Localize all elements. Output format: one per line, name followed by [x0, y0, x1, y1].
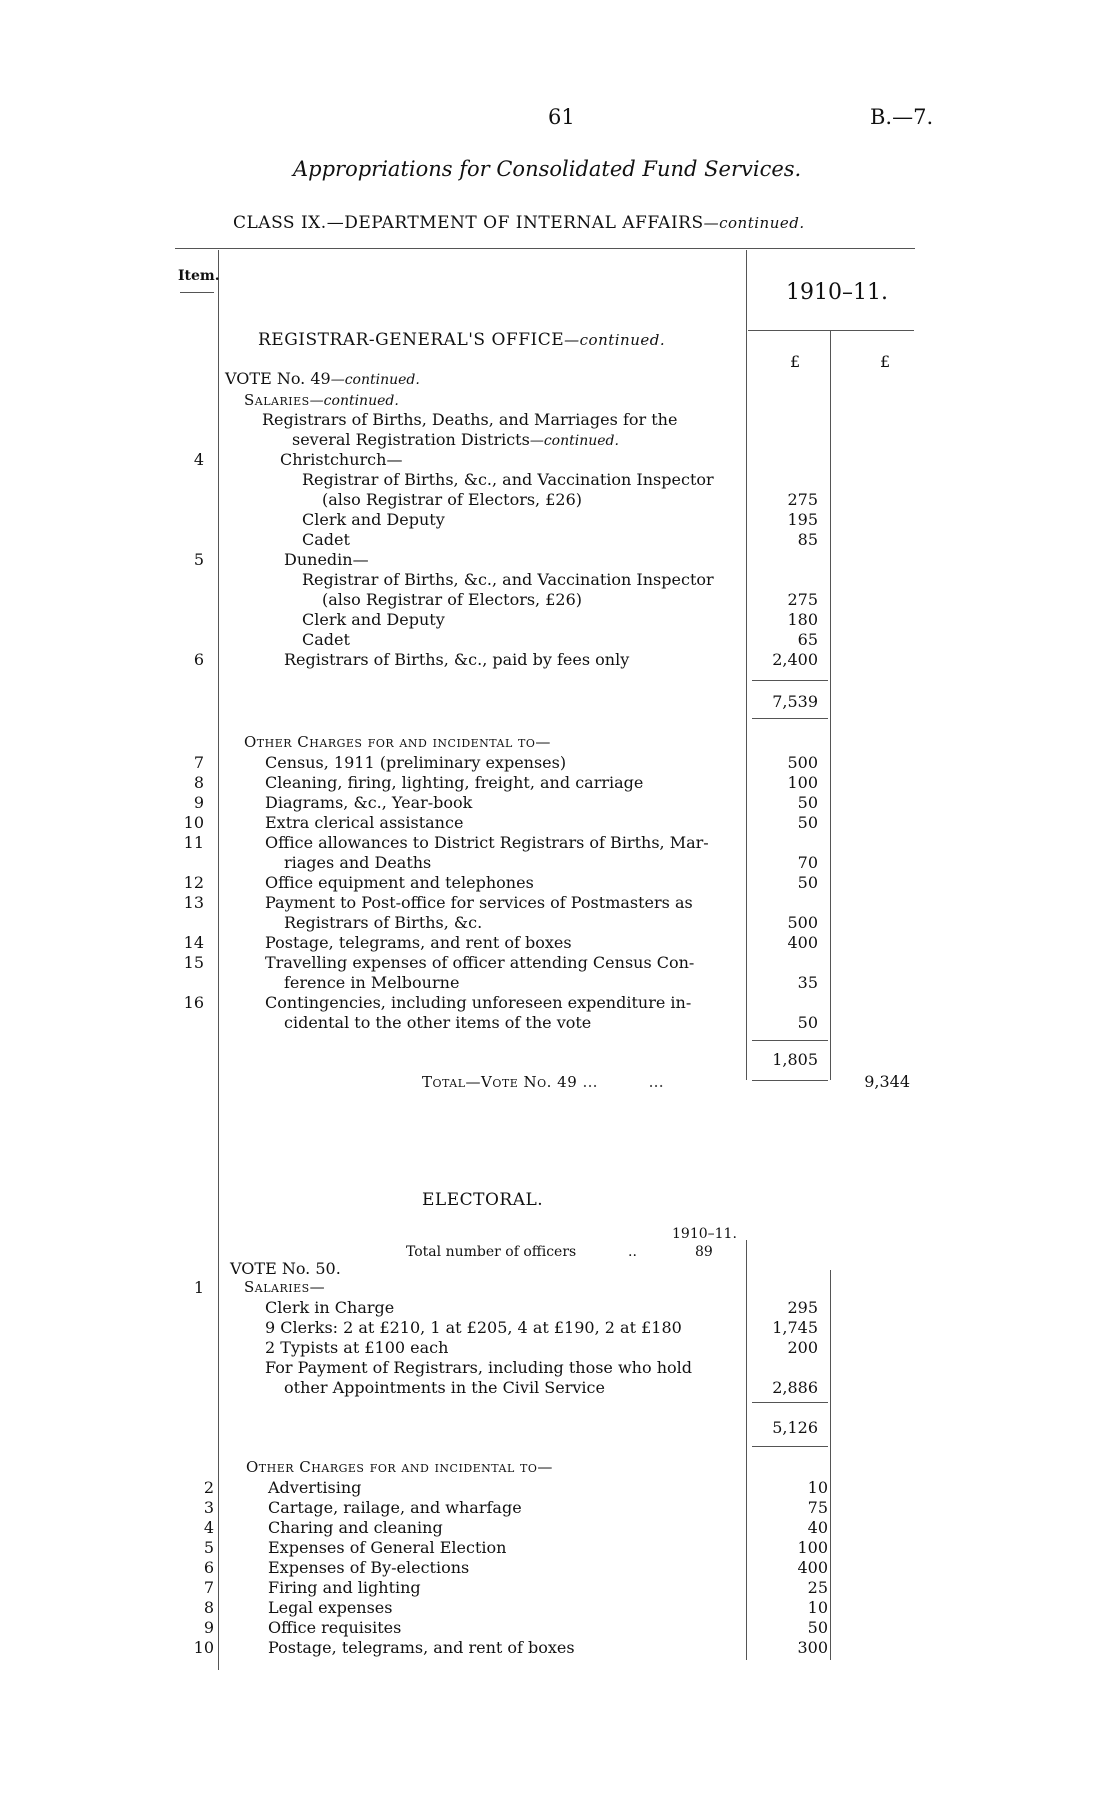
electoral-salaries-heading: Salaries—	[244, 1278, 326, 1296]
charge-amount: 70	[797, 853, 818, 872]
salary-description: 9 Clerks: 2 at £210, 1 at £205, 4 at £190, 2 at £180	[265, 1318, 682, 1337]
registrars-line-2	[292, 430, 619, 449]
charge-description: Payment to Post-office for services of Postmasters as	[265, 893, 693, 912]
item-number: 5	[193, 550, 204, 569]
fees-only-amount: 2,400	[772, 650, 818, 669]
salary-amount: 200	[787, 1338, 818, 1357]
charge-description: Postage, telegrams, and rent of boxes	[268, 1638, 575, 1657]
other-charges-heading: Other Charges for and incidental to—	[244, 733, 551, 751]
salary-description: 2 Typists at £100 each	[265, 1338, 449, 1357]
dun-registrar-line-2: (also Registrar of Electors, £26)	[322, 590, 583, 609]
charge-description: Expenses of General Election	[268, 1538, 507, 1557]
total-column-rule-lower	[830, 1270, 831, 1660]
item-number: 13	[183, 893, 204, 912]
leader-dots: ..	[628, 1244, 637, 1260]
salary-description: Clerk in Charge	[265, 1298, 395, 1317]
dun-registrar-line-1: Registrar of Births, &c., and Vaccination Inspector	[302, 570, 714, 589]
item-number: 12	[183, 873, 204, 892]
charge-description: Expenses of By-elections	[268, 1558, 470, 1577]
vote-50-heading: VOTE No. 50.	[230, 1259, 341, 1278]
salaries-total-underline	[752, 718, 828, 719]
charge-description: Firing and lighting	[268, 1578, 421, 1597]
charge-amount: 50	[797, 813, 818, 832]
salaries-label: Salaries	[244, 391, 310, 409]
item-number: 7	[203, 1578, 214, 1597]
year-header-rule	[748, 330, 914, 331]
item-number: 4	[193, 450, 204, 469]
class-heading-text: CLASS IX.—DEPARTMENT OF INTERNAL AFFAIRS	[233, 213, 704, 233]
charge-description: Office equipment and telephones	[265, 873, 534, 892]
electoral-other-charges-heading: Other Charges for and incidental to—	[246, 1458, 553, 1476]
charge-description-cont: ference in Melbourne	[284, 973, 460, 992]
item-number: 10	[183, 813, 204, 832]
charge-description: Postage, telegrams, and rent of boxes	[265, 933, 572, 952]
item-number: 14	[183, 933, 204, 952]
item-number: 2	[203, 1478, 214, 1497]
charge-description-cont: riages and Deaths	[284, 853, 432, 872]
chch-clerk: Clerk and Deputy	[302, 510, 445, 529]
electoral-heading: ELECTORAL.	[422, 1190, 544, 1210]
salary-amount: 2,886	[772, 1378, 818, 1397]
vote-49-total-label: Total—Vote No. 49 ... ...	[422, 1072, 664, 1091]
item-number: 5	[203, 1538, 214, 1557]
charge-description: Cartage, railage, and wharfage	[268, 1498, 522, 1517]
page-title: Appropriations for Consolidated Fund Services.	[293, 157, 802, 181]
dun-cadet-amount: 65	[797, 630, 818, 649]
charge-description: Contingencies, including unforeseen expenditure in-	[265, 993, 692, 1012]
amount-column-rule-lower	[746, 1240, 747, 1660]
charge-description: Charing and cleaning	[268, 1518, 443, 1537]
charge-description: Advertising	[268, 1478, 362, 1497]
registrar-office-heading	[258, 330, 665, 350]
item-number: 1	[193, 1278, 204, 1297]
charge-amount: 40	[807, 1518, 828, 1537]
dun-clerk: Clerk and Deputy	[302, 610, 445, 629]
electoral-officers-year: 1910–11.	[672, 1226, 737, 1242]
registrar-office-heading-continued: —continued.	[564, 331, 666, 349]
charge-amount: 400	[797, 1558, 828, 1577]
charge-amount: 400	[787, 933, 818, 952]
vote-49-total-amount: 9,344	[864, 1072, 910, 1091]
charge-amount: 10	[807, 1478, 828, 1497]
item-number: 15	[183, 953, 204, 972]
vote-49-heading	[225, 369, 420, 388]
charge-description-cont: cidental to the other items of the vote	[284, 1013, 592, 1032]
salary-amount: 1,745	[772, 1318, 818, 1337]
chch-registrar-amount: 275	[787, 490, 818, 509]
other-charges-total-underline	[752, 1080, 828, 1081]
pound-sign-2: £	[880, 352, 891, 371]
salaries-continued: —continued.	[309, 393, 399, 409]
chch-cadet: Cadet	[302, 530, 350, 549]
charge-amount: 100	[797, 1538, 828, 1557]
charge-description: Office requisites	[268, 1618, 402, 1637]
item-number: 7	[193, 753, 204, 772]
charge-amount: 500	[787, 753, 818, 772]
charge-amount: 35	[797, 973, 818, 992]
vote-49-label: VOTE No. 49	[225, 369, 331, 388]
chch-registrar-line-2: (also Registrar of Electors, £26)	[322, 490, 583, 509]
charge-description: Travelling expenses of officer attending Census Con-	[265, 953, 695, 972]
dun-registrar-amount: 275	[787, 590, 818, 609]
item-number: 3	[203, 1498, 214, 1517]
charge-description: Diagrams, &c., Year-book	[265, 793, 473, 812]
amount-column-rule	[746, 250, 747, 1080]
total-column-rule	[830, 330, 831, 1080]
registrars-line-2-text: several Registration Districts	[292, 430, 530, 449]
item-number: 16	[183, 993, 204, 1012]
item-number: 8	[203, 1598, 214, 1617]
page-number: 61	[548, 105, 575, 129]
salaries-total-rule	[752, 680, 828, 681]
charge-amount: 300	[797, 1638, 828, 1657]
dunedin-heading: Dunedin—	[284, 550, 369, 569]
item-number: 11	[183, 833, 204, 852]
class-heading	[233, 213, 805, 233]
electoral-officers-count: 89	[695, 1244, 713, 1260]
chch-clerk-amount: 195	[787, 510, 818, 529]
registrars-line-1: Registrars of Births, Deaths, and Marriages for the	[262, 410, 678, 429]
charge-description-cont: Registrars of Births, &c.	[284, 913, 483, 932]
item-number: 8	[193, 773, 204, 792]
salary-amount: 295	[787, 1298, 818, 1317]
charge-description: Legal expenses	[268, 1598, 393, 1617]
charge-description: Office allowances to District Registrars of Births, Mar-	[265, 833, 709, 852]
chch-cadet-amount: 85	[797, 530, 818, 549]
item-number: 6	[203, 1558, 214, 1577]
vote-49-continued: —continued.	[330, 372, 420, 388]
charge-amount: 50	[797, 873, 818, 892]
table-top-rule	[175, 248, 915, 249]
dun-cadet: Cadet	[302, 630, 350, 649]
other-charges-total-rule	[752, 1040, 828, 1041]
christchurch-heading: Christchurch—	[280, 450, 403, 469]
charge-amount: 75	[807, 1498, 828, 1517]
salary-description-cont: other Appointments in the Civil Service	[284, 1378, 605, 1397]
salaries-total: 7,539	[772, 692, 818, 711]
electoral-salaries-total-underline	[752, 1446, 828, 1447]
item-number: 4	[203, 1518, 214, 1537]
fees-only-registrars: Registrars of Births, &c., paid by fees only	[284, 650, 630, 669]
electoral-officers-label: Total number of officers	[406, 1244, 577, 1260]
item-column-rule	[218, 250, 219, 1670]
charge-amount: 50	[797, 793, 818, 812]
charge-amount: 25	[807, 1578, 828, 1597]
item-header-underline	[180, 292, 214, 293]
electoral-salaries-total: 5,126	[772, 1418, 818, 1437]
item-number: 6	[193, 650, 204, 669]
item-column-header: Item.	[178, 268, 220, 284]
report-reference: B.—7.	[870, 105, 934, 129]
charge-description: Cleaning, firing, lighting, freight, and carriage	[265, 773, 644, 792]
class-heading-continued: —continued.	[703, 214, 805, 232]
item-number: 9	[203, 1618, 214, 1637]
charge-amount: 50	[807, 1618, 828, 1637]
salary-description: For Payment of Registrars, including those who hold	[265, 1358, 692, 1377]
charge-amount: 10	[807, 1598, 828, 1617]
year-column-header: 1910–11.	[786, 280, 888, 305]
charge-amount: 50	[797, 1013, 818, 1032]
charge-description: Census, 1911 (preliminary expenses)	[265, 753, 567, 772]
charge-amount: 500	[787, 913, 818, 932]
charge-description: Extra clerical assistance	[265, 813, 464, 832]
registrar-office-heading-text: REGISTRAR-GENERAL'S OFFICE	[258, 330, 565, 350]
pound-sign-1: £	[790, 352, 801, 371]
electoral-salaries-total-rule	[752, 1402, 828, 1403]
salaries-heading	[244, 390, 399, 409]
registrars-line-2-continued: —continued.	[529, 433, 619, 449]
other-charges-total: 1,805	[772, 1050, 818, 1069]
item-number: 10	[193, 1638, 214, 1657]
vote-49-total-text: Total—Vote No. 49	[422, 1073, 578, 1091]
charge-amount: 100	[787, 773, 818, 792]
chch-registrar-line-1: Registrar of Births, &c., and Vaccination Inspector	[302, 470, 714, 489]
dun-clerk-amount: 180	[787, 610, 818, 629]
item-number: 9	[193, 793, 204, 812]
